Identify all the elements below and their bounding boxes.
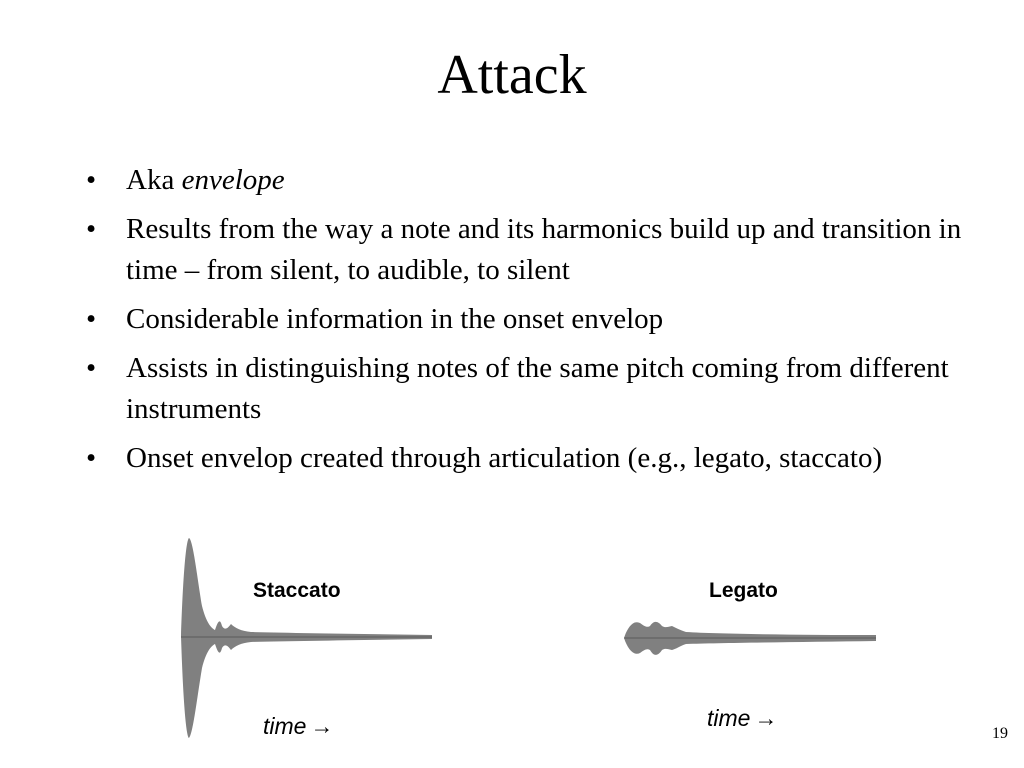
right-arrow-icon: → — [754, 705, 778, 731]
bullet-list — [86, 160, 966, 487]
slide-title: Attack — [437, 44, 587, 106]
page-number: 19 — [992, 725, 1008, 742]
staccato-label: Staccato — [253, 579, 341, 602]
bullet-marker: • — [86, 213, 97, 245]
bullet-text: Aka — [126, 164, 182, 196]
legato-waveform — [620, 612, 882, 664]
staccato-envelope-shape — [181, 538, 432, 738]
bullet-marker: • — [86, 352, 97, 384]
legato-time-text: time — [707, 705, 751, 731]
bullet-item — [86, 299, 966, 340]
bullet-text: Onset envelop created through articulation (e.g., legato, staccato) — [126, 442, 883, 474]
right-arrow-icon: → — [310, 713, 334, 739]
staccato-time-label — [263, 713, 333, 739]
bullet-item — [86, 209, 966, 291]
bullet-item — [86, 438, 966, 479]
staccato-time-text: time — [263, 713, 307, 739]
bullet-text: Assists in distinguishing notes of the same pitch coming from different instruments — [126, 352, 949, 425]
legato-label: Legato — [709, 579, 778, 602]
bullet-item — [86, 160, 966, 201]
bullet-text: Considerable information in the onset envelop — [126, 303, 664, 335]
staccato-waveform — [175, 536, 437, 741]
legato-time-label — [707, 705, 777, 731]
bullet-emphasis: envelope — [181, 164, 285, 196]
bullet-item — [86, 348, 966, 430]
bullet-marker: • — [86, 164, 97, 196]
bullet-marker: • — [86, 442, 97, 474]
bullet-text: Results from the way a note and its harmonics build up and transition in time – from silent, to audible, to silent — [126, 213, 962, 286]
bullet-marker: • — [86, 303, 97, 335]
